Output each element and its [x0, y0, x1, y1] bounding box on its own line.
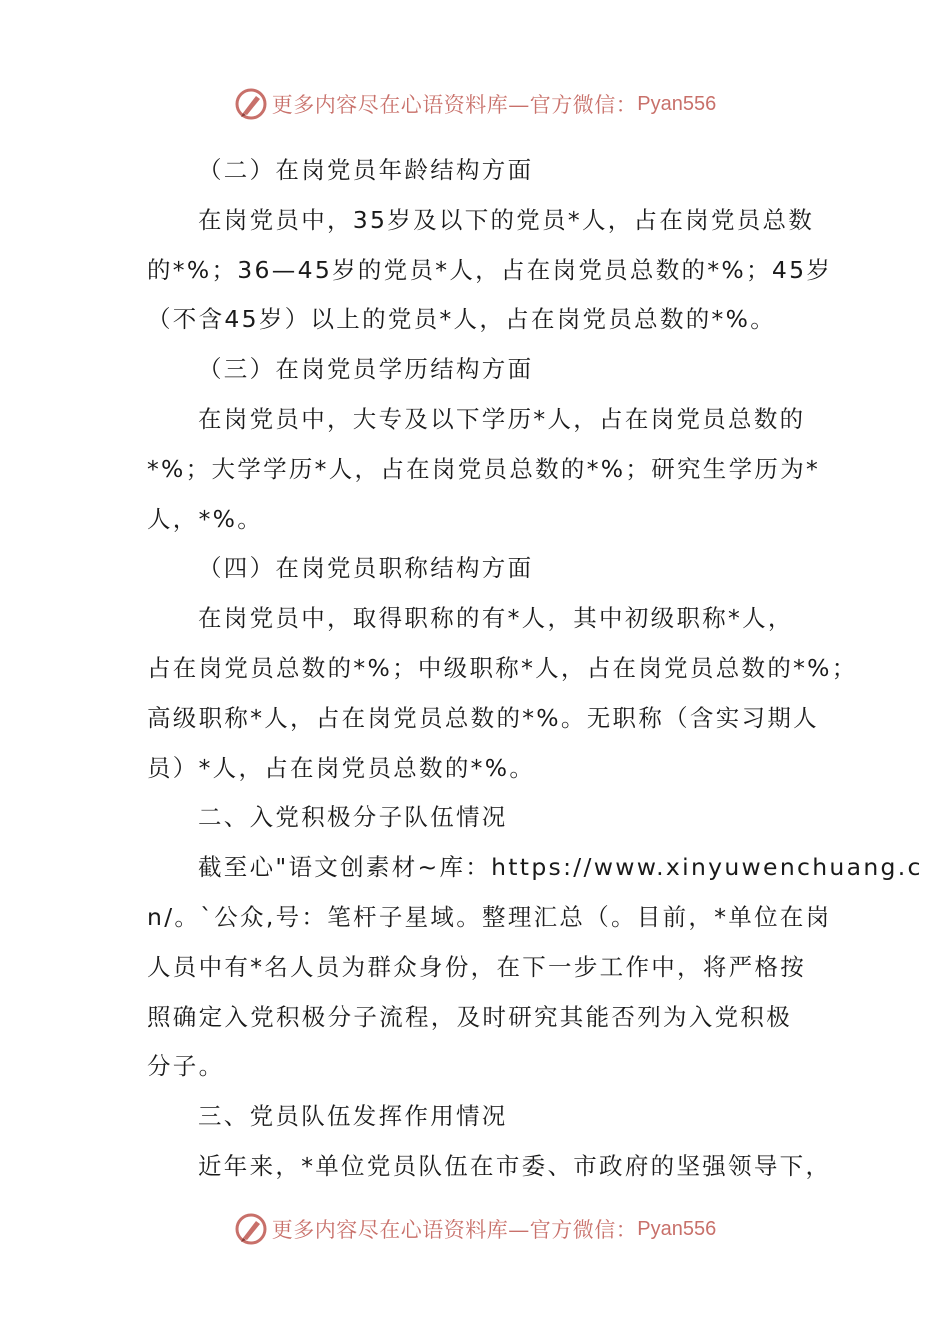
paragraph-line: （不含45岁）以上的党员*人，占在岗党员总数的*%。 — [147, 305, 777, 334]
paragraph-line: 在岗党员中，大专及以下学历*人，占在岗党员总数的 — [198, 404, 806, 433]
header-banner — [0, 84, 950, 124]
paragraph-line: 员）*人，占在岗党员总数的*%。 — [147, 753, 536, 782]
paragraph-line: 的*%；36—45岁的党员*人，占在岗党员总数的*%；45岁 — [147, 255, 833, 284]
section-heading: （二）在岗党员年龄结构方面 — [198, 156, 534, 184]
footer-banner — [0, 1209, 950, 1249]
promo-text: 更多内容尽在心语资料库—官方微信： — [271, 93, 638, 117]
paragraph-line: 分子。 — [147, 1052, 225, 1081]
paragraph-line: 近年来，*单位党员队伍在市委、市政府的坚强领导下， — [198, 1151, 832, 1180]
paragraph-line: 高级职称*人，占在岗党员总数的*%。无职称（含实习期人 — [147, 703, 819, 732]
paragraph-line: 人员中有*名人员为群众身份，在下一步工作中，将严格按 — [147, 952, 807, 981]
paragraph-line: 人，*%。 — [147, 504, 264, 533]
section-heading: （三）在岗党员学历结构方面 — [198, 355, 534, 384]
paragraph-line: *%；大学学历*人，占在岗党员总数的*%；研究生学历为* — [147, 454, 821, 483]
document-body — [147, 146, 923, 1192]
section-heading: 二、入党积极分子队伍情况 — [198, 803, 508, 832]
section-heading: （四）在岗党员职称结构方面 — [198, 554, 534, 583]
paragraph-line: 占在岗党员总数的*%；中级职称*人，占在岗党员总数的*%； — [147, 653, 858, 682]
pen-logo-icon — [234, 1212, 268, 1246]
paragraph-line: 在岗党员中，35岁及以下的党员*人，占在岗党员总数 — [198, 205, 815, 234]
pen-logo-icon — [234, 87, 268, 121]
wechat-id: Pyan556 — [637, 1217, 717, 1240]
paragraph-line: 在岗党员中，取得职称的有*人，其中初级职称*人， — [198, 604, 794, 633]
paragraph-line: n/。`公众,号：笔杆子星域。整理汇总（。目前，*单位在岗 — [147, 902, 832, 931]
section-heading: 三、党员队伍发挥作用情况 — [198, 1102, 508, 1131]
promo-text: 更多内容尽在心语资料库—官方微信： — [271, 1218, 638, 1242]
wechat-id: Pyan556 — [637, 92, 717, 115]
paragraph-line: 照确定入党积极分子流程，及时研究其能否列为入党积极 — [147, 1002, 792, 1031]
paragraph-line: 截至心"语文创素材~库：https://www.xinyuwenchuang.c — [198, 853, 923, 882]
